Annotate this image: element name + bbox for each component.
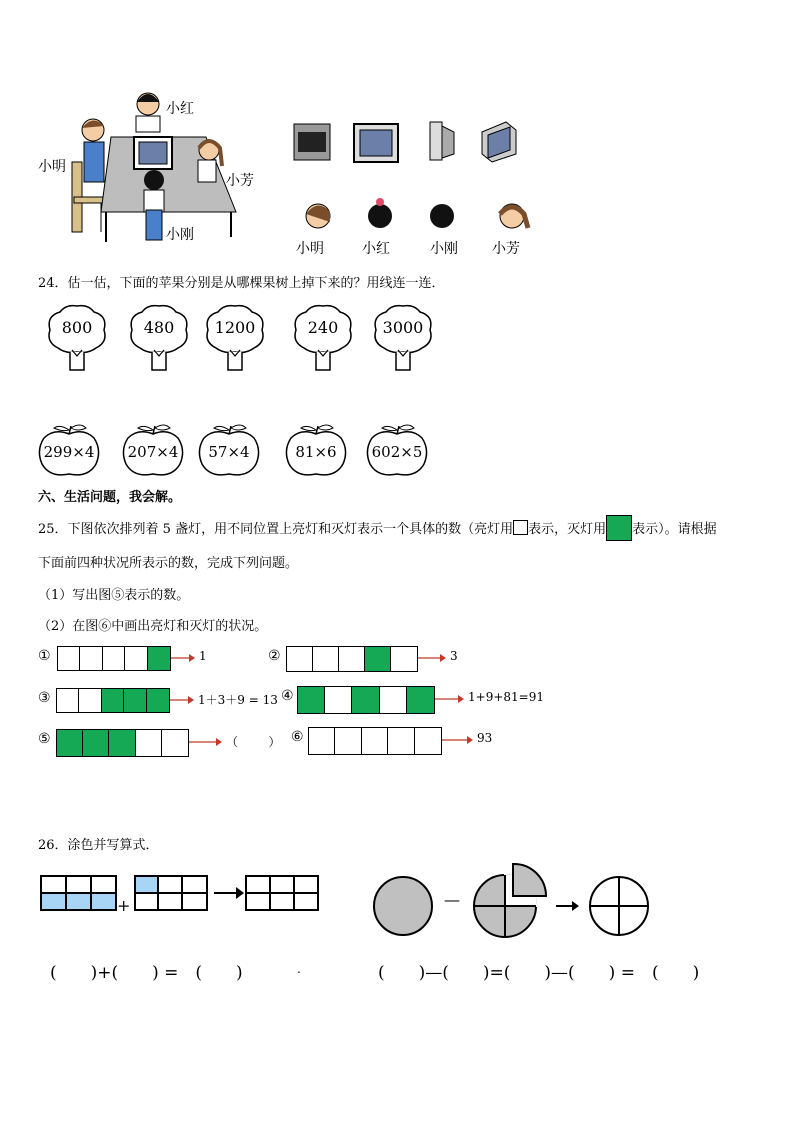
q26-title: 26．涂色并写算式．: [38, 838, 159, 853]
lamp-on-cell: [287, 647, 313, 671]
bottom-name-1: 小明: [296, 241, 324, 257]
rect-fraction-figure: [38, 862, 338, 932]
q25-line1b: 表示，灭灯用: [528, 522, 607, 537]
arrow-right-icon: [418, 653, 446, 663]
figure-result[interactable]: （ ）: [226, 735, 281, 749]
figure-label: ⑤: [38, 731, 51, 747]
legend-on-box: [513, 520, 528, 535]
tree-2[interactable]: [126, 302, 192, 374]
lamp-on-cell: [339, 647, 365, 671]
monitor-view-2: [354, 124, 398, 162]
lamp-on-cell: [313, 647, 339, 671]
lamp-on-cell[interactable]: [335, 728, 361, 754]
figure-label: ④: [281, 688, 294, 704]
kid-heads: [300, 198, 540, 234]
tree-value: 1200: [214, 318, 256, 337]
tree-value: 480: [143, 318, 175, 337]
lamp-off-cell: [124, 689, 146, 712]
name-xiaofang: 小芳: [226, 173, 254, 189]
apple-expression: 602×5: [371, 443, 423, 461]
right-formula: ( )—( )=( )—( ) = ( ): [378, 963, 700, 983]
lamp-row: [56, 688, 170, 713]
figure-result: 3: [450, 649, 458, 663]
tree-value: 240: [307, 318, 339, 337]
table-scene: [36, 82, 266, 252]
lamp-row: [286, 646, 418, 672]
q25-line2: 下面前四种状况所表示的数，完成下列问题。: [38, 556, 299, 571]
lamp-on-cell[interactable]: [309, 728, 335, 754]
tree-3[interactable]: [202, 302, 268, 374]
lamp-on-cell: [325, 687, 352, 713]
tree-5[interactable]: [370, 302, 436, 374]
lamp-on-cell: [391, 647, 417, 671]
bottom-name-3: 小刚: [430, 241, 458, 257]
figure-result: 1+9+81=91: [468, 690, 544, 704]
monitor-view-4: [482, 122, 516, 162]
lamp-row: [297, 686, 435, 714]
grid-middle: [135, 876, 207, 910]
apple-expression: 57×4: [208, 443, 250, 461]
lamp-on-cell: [125, 647, 147, 670]
arrow-right-icon: [435, 694, 464, 704]
q25-line1a: 25．下图依次排列着 5 盏灯，用不同位置上亮灯和灭灯表示一个具体的数（亮灯用: [38, 522, 514, 537]
stray-dot: .: [297, 962, 301, 976]
tree-4[interactable]: [290, 302, 356, 374]
left-formula: ( )+( ) = ( ): [50, 963, 243, 983]
lamp-on-cell: [103, 647, 125, 670]
apple-expression: 299×4: [43, 443, 95, 461]
arrow-right-icon: [442, 735, 473, 745]
head-xiaohong: [368, 198, 392, 228]
lamp-off-cell: [298, 687, 325, 713]
lamp-off-cell: [407, 687, 434, 713]
arrow-right-icon: [170, 695, 194, 705]
lamp-on-cell: [136, 730, 162, 756]
section6-title: 六、生活问题，我会解。: [38, 490, 182, 505]
q25-sub2: （2）在图⑥中画出亮灯和灭灯的状况。: [38, 619, 268, 634]
legend-off-box: [606, 515, 632, 541]
full-circle: [374, 877, 432, 935]
figure-result: 93: [477, 731, 493, 745]
lamp-on-cell: [380, 687, 407, 713]
empty-circle: [590, 877, 648, 935]
arrow-right-icon: [171, 653, 195, 663]
figure-result: 1: [199, 648, 207, 663]
lamp-on-cell: [80, 647, 102, 670]
lamp-on-cell: [57, 689, 79, 712]
name-xiaohong: 小红: [166, 101, 194, 117]
lamp-on-cell: [162, 730, 188, 756]
apple-expression: 81×6: [295, 443, 337, 461]
apple-expression: 207×4: [127, 443, 179, 461]
tree-value: 3000: [382, 318, 424, 337]
lamp-off-cell: [147, 689, 169, 712]
lamp-row: [56, 729, 189, 757]
grid-result: [246, 876, 318, 910]
arrow-right-icon: [214, 887, 244, 899]
lamp-off-cell: [352, 687, 379, 713]
q24-title: 24．估一估，下面的苹果分别是从哪棵果树上掉下来的？用线连一连．: [38, 276, 445, 291]
arrow-right-icon: [189, 737, 222, 747]
lamp-off-cell: [109, 730, 135, 756]
monitor-views: [290, 118, 530, 168]
lamp-off-cell: [57, 730, 83, 756]
name-xiaogang: 小刚: [166, 227, 194, 243]
q25-line1: [38, 515, 717, 541]
lamp-on-cell: [58, 647, 80, 670]
minus-sign: —: [444, 890, 460, 909]
monitor-view-1: [294, 124, 330, 160]
bottom-name-4: 小芳: [492, 241, 520, 257]
name-xiaoming: 小明: [38, 159, 66, 175]
bottom-name-2: 小红: [362, 241, 390, 257]
lamp-row: [57, 646, 171, 671]
lamp-off-cell: [148, 647, 170, 670]
figure-result: 1＋3＋9 = 13: [198, 692, 278, 707]
lamp-on-cell[interactable]: [415, 728, 441, 754]
circle-fraction-figure: [370, 862, 660, 946]
partial-circle: [474, 864, 546, 937]
tree-value: 800: [61, 318, 93, 337]
lamp-on-cell[interactable]: [388, 728, 414, 754]
lamp-on-cell[interactable]: [362, 728, 388, 754]
head-xiaofang: [500, 204, 528, 228]
arrow-right-icon-2: [556, 901, 579, 911]
head-xiaogang: [430, 204, 454, 228]
q25-line1c: 表示）。请根据: [632, 522, 717, 537]
lamp-off-cell: [102, 689, 124, 712]
monitor-view-3: [430, 122, 454, 160]
tree-1[interactable]: [44, 302, 110, 374]
head-xiaoming: [306, 204, 330, 228]
figure-label: ③: [38, 690, 51, 706]
figure-label: ⑥: [291, 729, 304, 745]
figure-label: ①: [38, 648, 51, 664]
lamp-off-cell: [83, 730, 109, 756]
grid-left: [41, 876, 116, 910]
plus-sign: +: [117, 896, 131, 915]
q25-sub1: （1）写出图⑤表示的数。: [38, 588, 190, 603]
figure-label: ②: [268, 648, 281, 664]
lamp-row[interactable]: [308, 727, 442, 755]
lamp-off-cell: [365, 647, 391, 671]
lamp-on-cell: [79, 689, 101, 712]
